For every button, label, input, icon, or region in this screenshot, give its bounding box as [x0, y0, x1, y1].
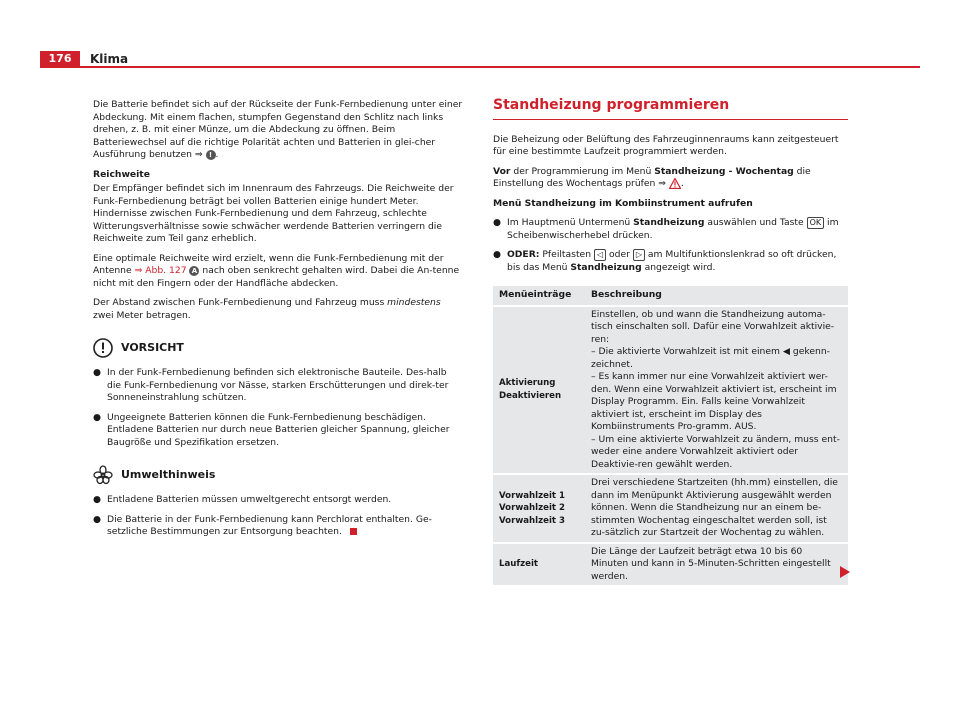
page-number: 176 [40, 51, 80, 67]
umwelt-heading: Umwelthinweis [93, 465, 463, 485]
list-item: ● Im Hauptmenü Untermenü Standheizung auswählen und Taste OK im Scheibenwischerhebel drücken. [493, 217, 839, 241]
list-item: ● Entladene Batterien müssen umweltgerecht entsorgt werden. [93, 494, 392, 505]
antenna-paragraph: Eine optimale Reichweite wird erzielt, wenn die Funk-Fernbedienung mit der Antenne ⇒ Abb. 127 A nach oben senkrecht gehalten wird. Dabei die An-tenne nicht mit den Fingern oder der Handfläche abdecken. [93, 252, 460, 289]
intro-paragraph: Die Beheizung oder Belüftung des Fahrzeuginnenraums kann zeitgesteuert für eine bestimmte Laufzeit programmiert werden. [493, 133, 839, 157]
figure-link[interactable]: ⇒ Abb. 127 [134, 265, 187, 276]
vorsicht-heading: VORSICHT [93, 338, 463, 358]
reichweite-heading: Reichweite [93, 168, 150, 180]
flower-icon [93, 465, 113, 485]
list-item: ● Die Batterie in der Funk-Fernbedienung kann Perchlorat enthalten. Ge-setzliche Bestimmungen zur Entsorgung beachten. [93, 513, 432, 537]
section-heading: Standheizung programmieren [493, 99, 848, 120]
ok-key: OK [807, 217, 825, 229]
warning-triangle-icon [669, 178, 681, 189]
continue-arrow-icon [840, 566, 850, 578]
right-column [493, 99, 848, 587]
table-row: Laufzeit Die Länge der Laufzeit beträgt etwa 10 bis 60 Minuten und kann in 5-Minuten-Schritten eingestellt werden. [493, 544, 848, 586]
battery-paragraph: Die Batterie befindet sich auf der Rückseite der Funk-Fernbedienung unter einer Abdeckung. Mit einem flachen, stumpfen Gegenstand den Schlitz nach links drehen, z. B. mit einer Münze, um die Abdeckung zu öffnen. Beim Batteriewechsel auf die richtige Polarität achten und Batterien in glei-cher Ausführung benutzen ⇒ ! . [93, 99, 463, 160]
prerequisite-paragraph: Vor der Programmierung im Menü Standheizung - Wochentag die Einstellung des Wochentags prüfen ⇒ . [493, 165, 811, 189]
table-header-row [493, 286, 848, 305]
distance-paragraph: Der Abstand zwischen Funk-Fernbedienung und Fahrzeug muss mindestens zwei Meter betragen. [93, 297, 441, 321]
reichweite-paragraph: Der Empfänger befindet sich im Innenraum des Fahrzeugs. Die Reichweite der Funk-Fernbedienung beträgt bei vollen Batterien einige hundert Meter. Hindernisse zwischen Funk-Fernbedienung und dem Fahrzeug, schlechte Witterungsverhältnisse sowie schwächer werdende Batterien verringern die Reichweite zum Teil ganz erheblich. [93, 183, 454, 244]
arrow-left-key: ◁ [594, 249, 606, 261]
table-row: Vorwahlzeit 1 Vorwahlzeit 2 Vorwahlzeit 3 Drei verschiedene Startzeiten (hh.mm) einstellen, die dann im Menüpunkt Aktivierung ausgewählt werden können. Wenn die Standheizung nur an einem be-stimmten Wochentag eingeschaltet werden soll, ist zu-sätzlich zur Startzeit der Wochentag zu wählen. [493, 475, 848, 542]
table-header-entries: Menüeinträge [493, 286, 585, 305]
arrow-right-key: ▷ [633, 249, 645, 261]
section-title: Klima [90, 52, 129, 66]
header-rule [40, 66, 920, 68]
figure-marker-a: A [189, 266, 199, 276]
table-row: Aktivierung Deaktivieren Einstellen, ob und wann die Standheizung automa-tisch einschalten soll. Dafür eine Vorwahlzeit aktivie-ren: – Die aktivierte Vorwahlzeit ist mit einem ◀ gekenn-zeichnet. – Es kann immer nur eine Vorwahlzeit aktiviert wer-den. Wenn eine Vorwahlzeit aktiviert ist, erscheint im Display Programm. Ein. Falls keine Vorwahlzeit aktiviert ist, erscheint im Display des Kombiinstruments Pro-gramm. AUS. – Um eine aktivierte Vorwahlzeit zu ändern, muss ent-weder eine andere Vorwahlzeit aktiviert oder Deaktivie-ren gewählt werden. [493, 307, 848, 474]
exclamation-circle-icon [93, 338, 113, 358]
menu-table [493, 284, 848, 587]
left-column [93, 99, 463, 546]
end-marker [350, 528, 357, 535]
list-item: ● Ungeeignete Batterien können die Funk-Fernbedienung beschädigen. Entladene Batterien nur durch neue Batterien gleicher Spannung, gleicher Baugröße und Spezifikation ersetzen. [93, 411, 450, 448]
menu-heading: Menü Standheizung im Kombiinstrument aufrufen [493, 197, 753, 209]
list-item: ● ODER: Pfeiltasten ◁ oder ▷ am Multifunktionslenkrad so oft drücken, bis das Menü Standheizung angezeigt wird. [493, 249, 837, 273]
notice-badge-icon: ! [206, 150, 216, 160]
list-item: ● In der Funk-Fernbedienung befinden sich elektronische Bauteile. Des-halb die Funk-Fernbedienung vor Nässe, starken Erschütterungen und direk-ter Sonneneinstrahlung schützen. [93, 367, 449, 403]
table-header-description: Beschreibung [585, 286, 848, 305]
